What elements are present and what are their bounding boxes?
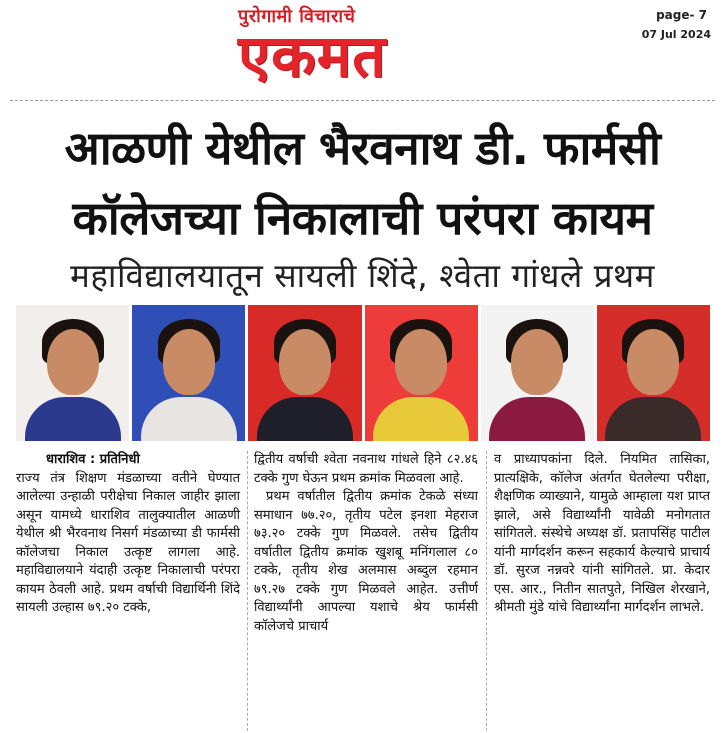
shoulders-shape <box>605 397 701 441</box>
newspaper-tagline: पुरोगामी विचाराचे <box>238 6 356 27</box>
shoulders-shape <box>257 397 353 441</box>
column-divider <box>486 451 487 731</box>
face-shape <box>627 329 679 395</box>
shoulders-shape <box>141 397 237 441</box>
article-byline: धाराशिव : प्रतिनिधी <box>46 452 140 467</box>
shoulders-shape <box>489 397 585 441</box>
student-photo <box>248 305 361 441</box>
edition-date: 07 Jul 2024 <box>641 28 711 41</box>
headline-line-1: आळणी येथील भैरवनाथ डी. फार्मसी <box>64 121 661 175</box>
headline-line-2: कॉलेजच्या निकालाची परंपरा कायम <box>72 191 653 245</box>
masthead <box>0 0 725 100</box>
shoulders-shape <box>373 397 469 441</box>
student-photo-strip <box>16 305 710 441</box>
article-paragraph: द्वितीय वर्षाची श्वेता नवनाथ गांधले हिने ८२.४६ टक्के गुण घेऊन प्रथम क्रमांक मिळवला आहे. <box>254 452 478 486</box>
article-column-2 <box>254 451 478 636</box>
student-photo <box>597 305 710 441</box>
article-column-3 <box>494 451 710 618</box>
face-shape <box>395 329 447 395</box>
article-column-1 <box>16 451 240 618</box>
subheadline: महाविद्यालयातून सायली शिंदे, श्वेता गांधले प्रथम <box>70 256 655 295</box>
student-photo <box>132 305 245 441</box>
student-photo <box>16 305 129 441</box>
page-number: page- 7 <box>656 8 707 22</box>
newspaper-logo: एकमत <box>238 22 387 90</box>
article-paragraph: प्रथम वर्षातील द्वितीय क्रमांक टेकळे संध्या समाधान ७७.२०, तृतीय पटेल इनशा मेहराज ७३.२० टक्के गुण मिळवले. तसेच द्वितीय वर्षातील द्वितीय क्रमांक खुशबू मनिंगलाल ८० टक्के, तृतीय शेख अलमास अब्दुल रहमान ७९.२७ टक्के गुण मिळवले आहेत. उत्तीर्ण विद्यार्थ्यांनी आपल्या यशाचे श्रेय फार्मसी कॉलेजचे प्राचार्य <box>254 489 478 634</box>
article-body <box>16 451 710 731</box>
column-divider <box>247 451 248 731</box>
article-column-3-text: व प्राध्यापकांना दिले. नियमित तासिका, प्रात्यक्षिके, कॉलेज अंतर्गत घेतलेल्या परीक्षा, शैक्षणिक व्याख्याने, यामुळे आम्हाला यश प्राप्त झाले, असे विद्यार्थ्यांनी यावेळी मनोगतात सांगितले. संस्थेचे अध्यक्ष डॉ. प्रतापसिंह पाटील यांनी मार्गदर्शन करून सहकार्य केल्याचे प्राचार्य डॉ. सुरज नन्नवरे यांनी सांगितले. प्रा. केदार एस. आर., नितीन सातपुते, निखिल शेरखाने, श्रीमती मुंडे यांचे विद्यार्थ्यांना मार्गदर्शन लाभले. <box>494 452 710 615</box>
article-column-1-text: राज्य तंत्र शिक्षण मंडळाच्या वतीने घेण्यात आलेल्या उन्हाळी परीक्षेचा निकाल जाहीर झाला असून यामध्ये धाराशिव तालुक्यातील आळणी येथील श्री भैरवनाथ निसर्ग मंडळाच्या डी फार्मसी कॉलेजचा निकाल उत्कृष्ट लागला आहे. महाविद्यालयाने यंदाही उत्कृष्ट निकालाची परंपरा कायम ठेवली आहे. प्रथम वर्षाची विद्यार्थिनी शिंदे सायली उल्हास ७९.२० टक्के, <box>16 470 240 615</box>
face-shape <box>279 329 331 395</box>
student-photo <box>365 305 478 441</box>
face-shape <box>47 329 99 395</box>
face-shape <box>511 329 563 395</box>
face-shape <box>163 329 215 395</box>
student-photo <box>481 305 594 441</box>
masthead-divider <box>10 100 715 101</box>
shoulders-shape <box>25 397 121 441</box>
